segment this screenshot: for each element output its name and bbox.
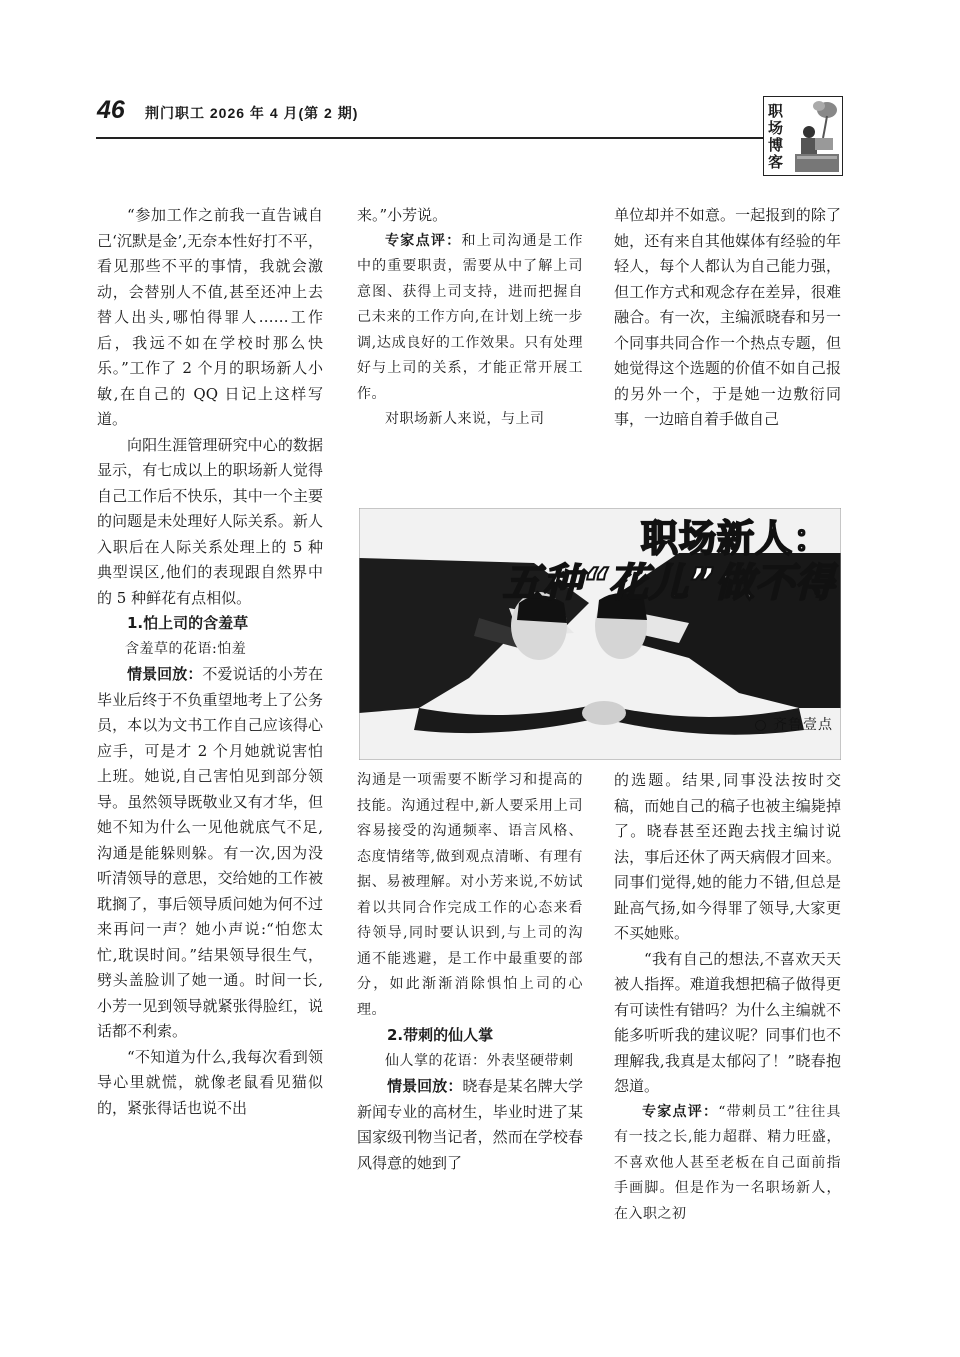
page-number: 46 [97, 96, 125, 124]
scene-review-label: 情景回放： [387, 1077, 463, 1095]
section-badge [763, 96, 843, 176]
issue-info: 荆门职工 2026 年 4 月(第 2 期) [145, 105, 359, 121]
paragraph: 单位却并不如意。一起报到的除了她，还有来自其他媒体有经验的年轻人，每个人都认为自己能力强，但工作方式和观念存在差异，很难融合。有一次，主编派晓春和另一个同事共同合作一个热点专题，但她觉得这个选题的价值不如自己报的另外一个，于是她一边敷衍同事，一边暗自着手做自己 [614, 206, 841, 428]
expert-comment-label: 专家点评： [385, 232, 462, 249]
column-2-top [357, 203, 583, 433]
author-byline: ○ 齐鲁壹点 [754, 717, 833, 733]
feature-image [359, 508, 841, 760]
column-3-bottom [614, 768, 841, 1227]
paragraph: 向阳生涯管理研究中心的数据显示，有七成以上的职场新人觉得自己工作后不快乐，其中一个主要的问题是未处理好人际关系。新人入职后在人际关系处理上的 5 种典型误区,他们的表现跟自然界中的 5 种鲜花有点相似。 [97, 435, 323, 607]
expert-comment [357, 229, 583, 408]
feature-title-line-2: 五种“花儿”做不得 [502, 561, 835, 606]
paragraph [97, 662, 323, 1045]
flower-language: 含羞草的花语:怕羞 [125, 640, 247, 657]
paragraph: “不知道为什么,我每次看到领导心里就慌，就像老鼠看见猫似的，紧张得话也说不出 [97, 1047, 323, 1117]
section-char: 客 [768, 153, 784, 171]
expert-comment [614, 1100, 841, 1228]
paragraph: 沟通是一项需要不断学习和提高的技能。沟通过程中,新人要采用上司容易接受的沟通频率、语言风格、态度情绪等,做到观点清晰、有理有据、易被理解。对小芳来说,不妨试着以共同合作完成工作的心态来看待领导,同时要认识到,与上司的沟通不能逃避，是工作中最重要的部分，如此渐渐消除惧怕上司的心理。 [357, 772, 583, 1018]
subheading-1: 1.怕上司的含羞草 [127, 614, 249, 632]
paragraph: “我有自己的想法,不喜欢天天被人指挥。难道我想把稿子做得更有可读性有错吗？为什么主编就不能多听听我的建议呢？同事们也不理解我,我真是太郁闷了！”晓春抱怨道。 [614, 949, 841, 1095]
section-char: 博 [768, 136, 784, 154]
column-2-bottom [357, 768, 583, 1176]
column-1 [97, 203, 323, 1121]
paragraph: 对职场新人来说，与上司 [385, 411, 545, 427]
expert-comment-label: 专家点评： [642, 1103, 719, 1120]
feature-title-line-1: 职场新人： [641, 517, 831, 560]
office-worker-illustration [787, 98, 843, 176]
section-char: 场 [768, 119, 784, 137]
paragraph: 来。”小芳说。 [357, 206, 448, 224]
paragraph [357, 1074, 583, 1176]
header-rule [96, 137, 764, 139]
subheading-2: 2.带刺的仙人掌 [387, 1026, 494, 1044]
paragraph-text: “带刺员工”往往具有一技之长,能力超群、精力旺盛，不喜欢他人甚至老板在自己面前指手画脚。但是作为一名职场新人，在入职之初 [614, 1103, 842, 1222]
section-char: 职 [768, 102, 784, 120]
column-3-top [614, 203, 841, 433]
paragraph-text: 不爱说话的小芳在毕业后终于不负重望地考上了公务员，本以为文书工作自己应该得心应手，可是才 2 个月她就说害怕上班。她说,自己害怕见到部分领导。虽然领导既敬业又有才华，但她不知为什么一见他就底气不足,沟通是能躲则躲。有一次,因为没听清领导的意思，交给她的工作被耽搁了，事后领导质问她为何不过来再问一声？她小声说:“怕您太忙,耽误时间。”结果领导很生气，劈头盖脸训了她一通。时间一长,小芳一见到领导就紧张得脸红，说话都不利索。 [97, 665, 323, 1040]
flower-language: 仙人掌的花语：外表坚硬带刺 [385, 1052, 574, 1069]
paragraph: “参加工作之前我一直告诫自己‘沉默是金’,无奈本性好打不平，看见那些不平的事情，我就会激动，会替别人不值,甚至还冲上去替人出头,哪怕得罪人……工作后，我远不如在学校时那么快乐。”工作了 2 个月的职场新人小敏,在自己的 QQ 日记上这样写道。 [97, 206, 323, 428]
paragraph-text: 和上司沟通是工作中的重要职责，需要从中了解上司意图、获得上司支持，进而把握自己未来的工作方向,在计划上统一步调,达成良好的工作效果。只有处理好与上司的关系，才能正常开展工作。 [357, 232, 584, 402]
section-label [768, 103, 788, 171]
paragraph: 的选题。结果,同事没法按时交稿，而她自己的稿子也被主编毙掉了。晓春甚至还跑去找主编讨说法，事后还休了两天病假才回来。同事们觉得,她的能力不错,但总是趾高气扬,如今得罪了领导,大家更不买她账。 [614, 771, 841, 942]
paragraph-text: 晓春是某名牌大学新闻专业的高材生，毕业时进了某国家级刊物当记者，然而在学校春风得意的她到了 [357, 1077, 583, 1172]
scene-review-label: 情景回放： [127, 665, 203, 683]
